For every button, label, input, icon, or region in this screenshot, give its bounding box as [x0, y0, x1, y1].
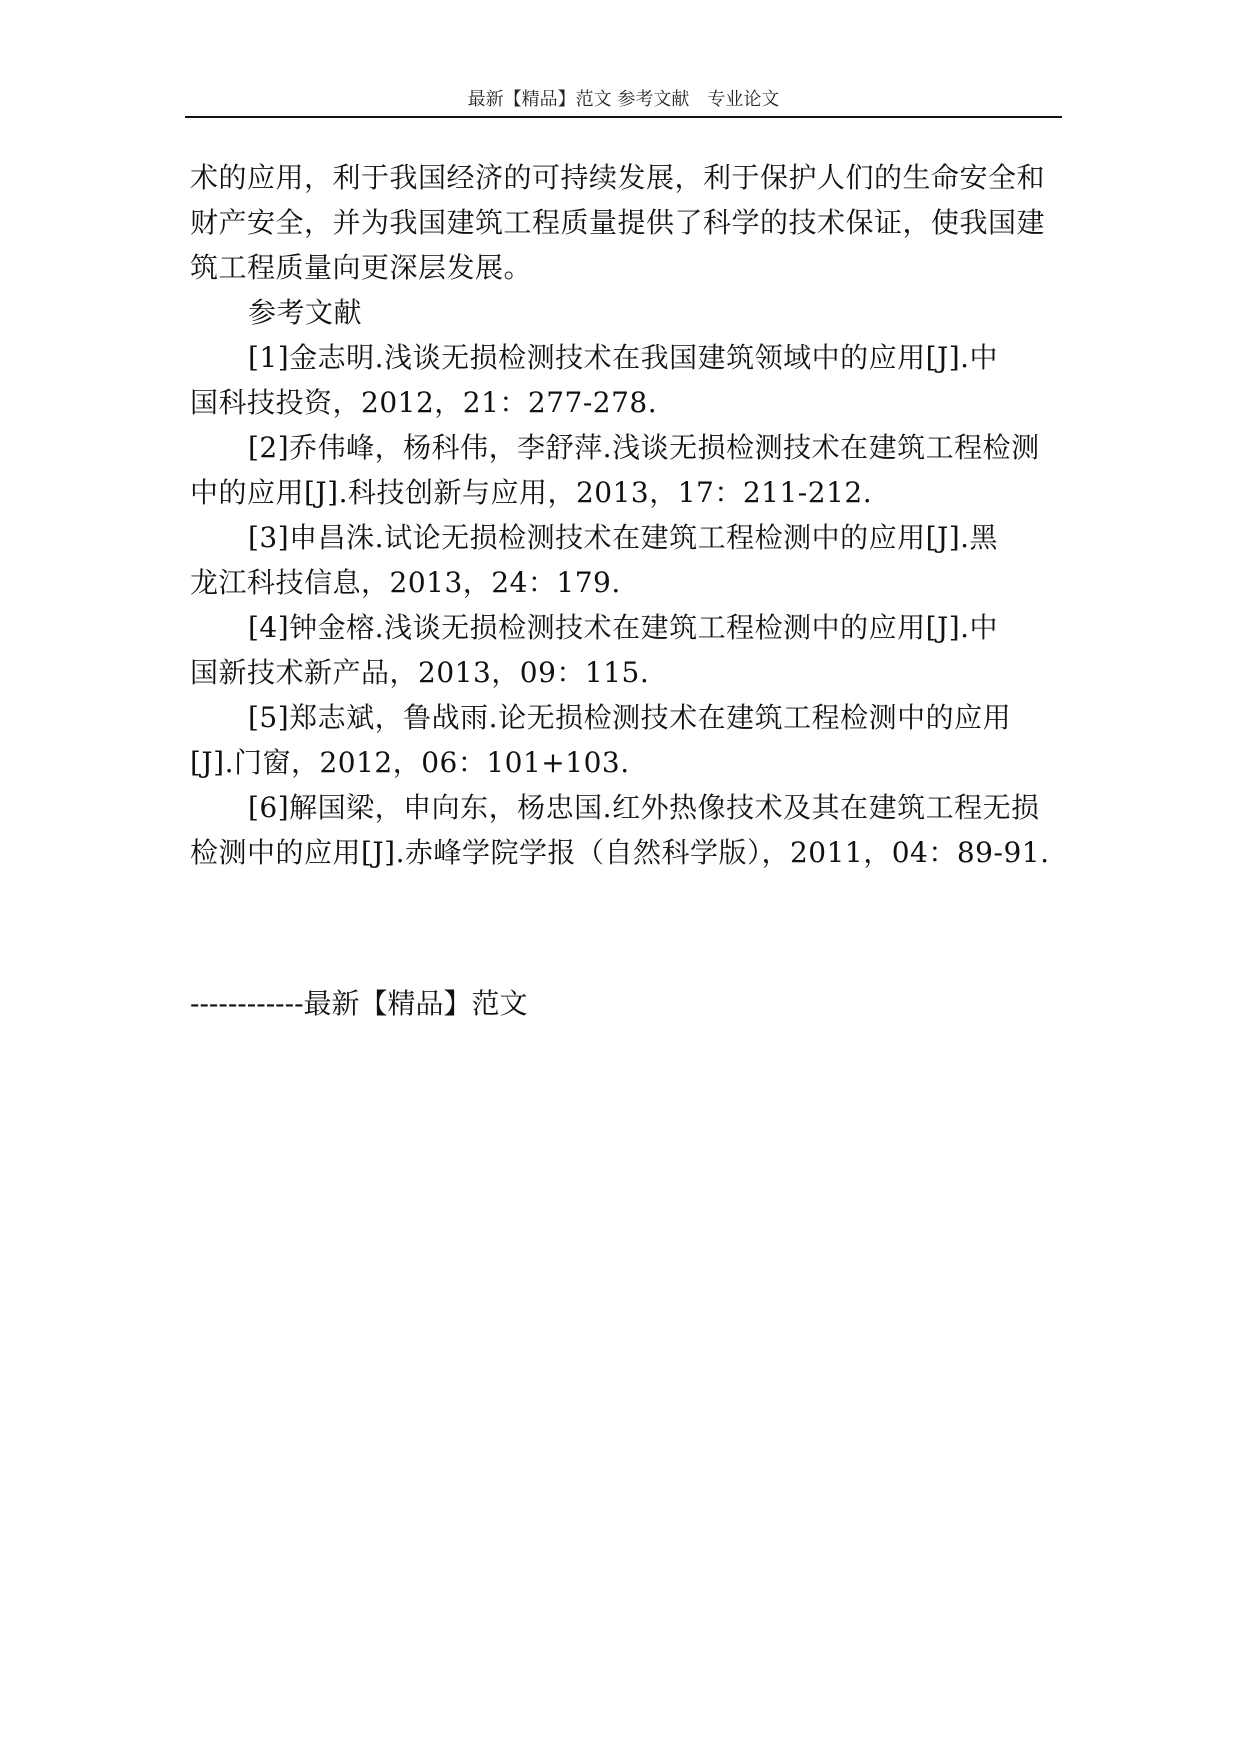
header-text: 最新【精品】范文 参考文献 专业论文	[467, 89, 780, 110]
paragraph-line: 财产安全，并为我国建筑工程质量提供了科学的技术保证，使我国建	[190, 206, 1046, 239]
reference-line: 龙江科技信息，2013，24：179.	[190, 566, 621, 599]
reference-item	[190, 695, 1060, 785]
paragraph-line: 筑工程质量向更深层发展。	[190, 251, 533, 284]
reference-item	[190, 335, 1060, 425]
reference-line: 中的应用[J].科技创新与应用，2013，17：211-212.	[190, 476, 873, 509]
page-header	[185, 84, 1062, 118]
document-body	[190, 155, 1060, 875]
paragraph-line: 术的应用，利于我国经济的可持续发展，利于保护人们的生命安全和	[190, 161, 1046, 194]
reference-line: 国新技术新产品，2013，09：115.	[190, 656, 650, 689]
reference-line: 国科技投资，2012，21：277-278.	[190, 386, 658, 419]
reference-item	[190, 605, 1060, 695]
reference-line: [4]钟金榕.浅谈无损检测技术在建筑工程检测中的应用[J].中	[248, 611, 999, 644]
reference-line: [2]乔伟峰，杨科伟，李舒萍.浅谈无损检测技术在建筑工程检测	[248, 431, 1040, 464]
footer-text: ------------最新【精品】范文	[190, 987, 528, 1020]
reference-line: [1]金志明.浅谈无损检测技术在我国建筑领域中的应用[J].中	[248, 341, 999, 374]
reference-line: [6]解国梁，申向东，杨忠国.红外热像技术及其在建筑工程无损	[248, 791, 1040, 824]
reference-item	[190, 425, 1060, 515]
references-heading: 参考文献	[248, 296, 363, 329]
reference-line: [5]郑志斌，鲁战雨.论无损检测技术在建筑工程检测中的应用	[248, 701, 1012, 734]
reference-line: 检测中的应用[J].赤峰学院学报（自然科学版），2011，04：89-91.	[190, 836, 1050, 869]
reference-line: [3]申昌洙.试论无损检测技术在建筑工程检测中的应用[J].黑	[248, 521, 999, 554]
reference-line: [J].门窗，2012，06：101+103.	[190, 746, 630, 779]
reference-item	[190, 515, 1060, 605]
reference-item	[190, 785, 1060, 875]
